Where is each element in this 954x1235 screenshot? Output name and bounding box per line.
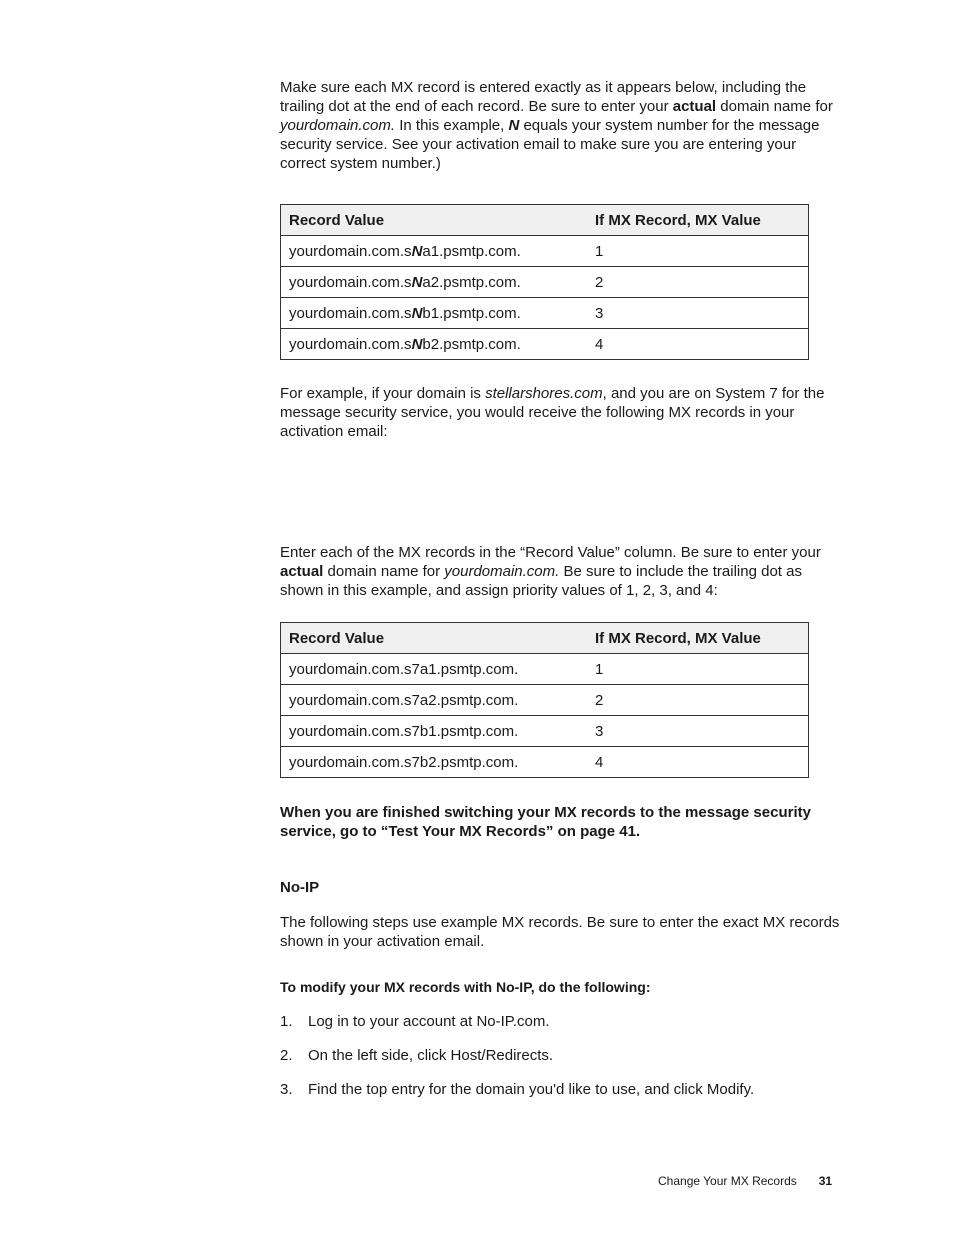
- enter-text: Enter each of the MX records in the “Record Value” column. Be sure to enter your: [280, 544, 821, 561]
- record-suffix: b2.psmtp.com.: [422, 335, 521, 353]
- intro-italic: yourdomain.com.: [280, 117, 396, 134]
- record-prefix: yourdomain.com.s: [289, 242, 412, 260]
- record-value-cell: [281, 236, 588, 267]
- enter-bold: actual: [280, 563, 324, 580]
- footer-section-title: Change Your MX Records: [658, 1174, 797, 1188]
- enter-text: domain name for: [323, 563, 445, 580]
- record-value-cell: [281, 329, 588, 360]
- mx-value-cell: 4: [587, 747, 809, 778]
- steps-list: [280, 1012, 840, 1099]
- record-prefix: yourdomain.com.s: [289, 304, 412, 322]
- table-row: [281, 747, 809, 778]
- intro-text: Make sure each MX record is entered exactly as it appears below, including the trailing dot at the end of each record. Be sure to enter your: [280, 79, 807, 115]
- enter-text: Be sure to include the trailing dot as shown in this example, and assign priority values of 1, 2, 3, and 4:: [280, 563, 802, 599]
- step-text: Find the top entry for the domain you'd like to use, and click Modify.: [308, 1081, 755, 1098]
- record-suffix: a2.psmtp.com.: [422, 273, 521, 291]
- column-header-mx-value: If MX Record, MX Value: [587, 205, 809, 236]
- step-number: 1.: [280, 1013, 293, 1030]
- table-row: [281, 267, 809, 298]
- table-row: [281, 329, 809, 360]
- record-suffix: a1.psmtp.com.: [422, 242, 521, 260]
- section-heading-no-ip: No-IP: [280, 879, 320, 896]
- column-header-record-value: Record Value: [281, 205, 588, 236]
- record-suffix: b1.psmtp.com.: [422, 304, 521, 322]
- table-row: [281, 236, 809, 267]
- mx-value-cell: 3: [587, 298, 809, 329]
- record-prefix: yourdomain.com.s: [289, 273, 412, 291]
- example-paragraph: [280, 384, 840, 441]
- intro-text: equals your system number for the message security service. See your activation email to make sure you are entering your correct system number.): [280, 117, 820, 172]
- step-text: On the left side, click Host/Redirects.: [308, 1047, 554, 1064]
- record-value-cell: yourdomain.com.s7a2.psmtp.com.: [281, 685, 588, 716]
- list-item: [280, 1080, 840, 1099]
- finished-note: When you are finished switching your MX records to the message security service, go to “Test Your MX Records” on page 41.: [280, 804, 811, 840]
- mx-value-cell: 2: [587, 267, 809, 298]
- mx-value-cell: 2: [587, 685, 809, 716]
- record-prefix: yourdomain.com.s: [289, 335, 412, 353]
- enter-records-paragraph: [280, 543, 840, 600]
- page-number: 31: [818, 1174, 833, 1188]
- mx-value-cell: 4: [587, 329, 809, 360]
- record-value-cell: yourdomain.com.s7b1.psmtp.com.: [281, 716, 588, 747]
- mx-value-cell: 3: [587, 716, 809, 747]
- table-row: [281, 298, 809, 329]
- intro-variable-n: N: [508, 117, 520, 134]
- example-text: , and you are on System 7 for the message security service, you would receive the following MX records in your activation email:: [280, 385, 825, 440]
- record-value-cell: yourdomain.com.s7a1.psmtp.com.: [281, 654, 588, 685]
- example-domain: stellarshores.com: [485, 385, 603, 402]
- mx-records-table-example: [280, 622, 809, 778]
- mx-value-cell: 1: [587, 654, 809, 685]
- table-row: [281, 716, 809, 747]
- list-item: [280, 1046, 840, 1065]
- record-system-n: N: [411, 242, 423, 260]
- page-content: [280, 78, 840, 1114]
- example-text: For example, if your domain is: [280, 385, 486, 402]
- table-row: [281, 685, 809, 716]
- no-ip-description: The following steps use example MX records. Be sure to enter the exact MX records shown in your activation email.: [280, 914, 840, 950]
- list-item: [280, 1012, 840, 1031]
- table-header-row: [281, 205, 809, 236]
- record-value-cell: [281, 267, 588, 298]
- intro-paragraph: [280, 78, 840, 173]
- record-system-n: N: [411, 335, 423, 353]
- intro-text: domain name for: [716, 98, 833, 115]
- column-header-record-value: Record Value: [281, 623, 588, 654]
- record-system-n: N: [411, 304, 423, 322]
- step-number: 3.: [280, 1081, 293, 1098]
- enter-italic: yourdomain.com.: [444, 563, 560, 580]
- table-row: [281, 654, 809, 685]
- mx-value-cell: 1: [587, 236, 809, 267]
- intro-bold: actual: [672, 98, 717, 115]
- step-text: Log in to your account at No-IP.com.: [308, 1013, 550, 1030]
- record-system-n: N: [411, 273, 423, 291]
- record-value-cell: yourdomain.com.s7b2.psmtp.com.: [281, 747, 588, 778]
- record-value-cell: [281, 298, 588, 329]
- table-header-row: [281, 623, 809, 654]
- step-number: 2.: [280, 1047, 293, 1064]
- column-header-mx-value: If MX Record, MX Value: [587, 623, 809, 654]
- intro-text: In this example,: [395, 117, 509, 134]
- page-footer: [658, 1174, 832, 1188]
- procedure-heading: To modify your MX records with No-IP, do the following:: [280, 979, 651, 995]
- mx-records-table-generic: [280, 204, 809, 360]
